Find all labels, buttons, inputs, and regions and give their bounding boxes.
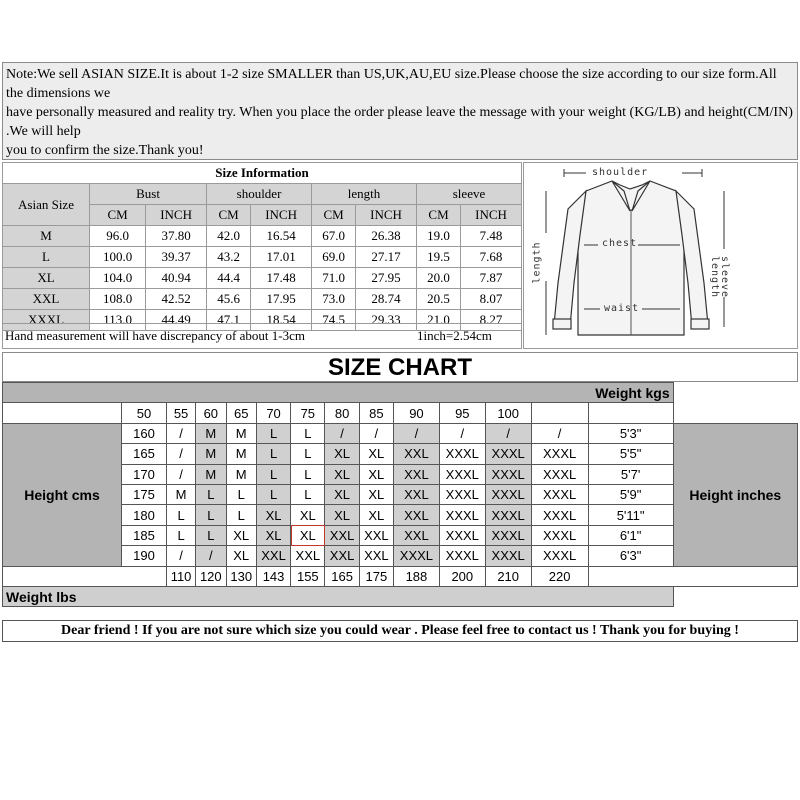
size-cell: M [226,464,256,484]
weight-kg-value: 65 [226,403,256,423]
size-measurement: 74.5 [312,310,356,331]
size-cell: / [167,546,196,566]
weight-lbs-label: Weight lbs [3,586,674,606]
size-info-title: Size Information [3,163,522,184]
size-cell: XL [325,505,359,525]
weight-kg-value: 75 [291,403,325,423]
height-inch-value: 5'7' [588,464,673,484]
size-cell: / [393,423,439,443]
note-line-1: Note:We sell ASIAN SIZE.It is about 1-2 size SMALLER than US,UK,AU,EU size.Please choose the size according to our size form.All the dimensions we [6,67,777,101]
weight-kg-value: 95 [439,403,485,423]
weight-lb-value: 200 [439,566,485,586]
weight-lb-value: 175 [359,566,393,586]
size-measurement: 45.6 [207,289,251,310]
weight-lb-value: 143 [256,566,290,586]
size-measurement: 100.0 [90,247,146,268]
size-cell: / [531,423,588,443]
group-header: shoulder [207,184,312,205]
size-measurement: 44.4 [207,268,251,289]
blank-cell [588,403,673,423]
weight-kg-value: 50 [122,403,167,423]
size-measurement: 20.5 [416,289,460,310]
size-cell: XL [291,525,325,545]
unit-header: CM [312,205,356,226]
size-measurement: 39.37 [146,247,207,268]
sleeve-length-label: sleeve length [709,255,730,299]
size-info-row [3,247,522,268]
group-header: Bust [90,184,207,205]
size-cell: XL [325,464,359,484]
size-cell: L [196,484,226,504]
size-cell: XXXL [439,464,485,484]
size-measurement: 7.87 [461,268,522,289]
size-cell: L [167,525,196,545]
size-cell: L [196,505,226,525]
size-cell: L [256,484,290,504]
size-cell: XL [226,525,256,545]
size-cell: XXL [393,484,439,504]
size-measurement: 27.17 [356,247,417,268]
weight-lb-value: 210 [485,566,531,586]
chest-label: chest [602,238,638,249]
size-measurement: 73.0 [312,289,356,310]
size-cell: / [325,423,359,443]
size-cell: XXXL [439,546,485,566]
group-header: length [312,184,417,205]
note-line-2: have personally measured and reality try. When you place the order please leave the message with your weight (KG/LB) and height(CM/IN) .We will help [6,105,793,139]
size-cell: XXL [393,464,439,484]
size-cell: M [196,423,226,443]
inch-conversion-note: 1inch=2.54cm [417,328,492,343]
size-cell: XL [359,505,393,525]
size-cell: L [226,505,256,525]
size-cell: XL [359,484,393,504]
size-measurement: 47.1 [207,310,251,331]
size-cell: XXXL [531,505,588,525]
size-measurement: 7.48 [461,226,522,247]
unit-header: INCH [251,205,312,226]
size-chart-grid [2,382,798,607]
size-measurement: 71.0 [312,268,356,289]
size-cell: XXXL [485,444,531,464]
shoulder-label: shoulder [592,167,649,178]
weight-lb-value: 130 [226,566,256,586]
size-chart-row [3,423,798,443]
size-cell: L [291,484,325,504]
weight-lb-value: 155 [291,566,325,586]
size-cell: L [167,505,196,525]
group-header: sleeve [416,184,521,205]
size-cell: XXXL [531,484,588,504]
height-cm-value: 180 [122,505,167,525]
size-label: M [3,226,90,247]
height-inch-value: 5'3" [588,423,673,443]
waist-label: waist [604,303,640,314]
unit-header: CM [416,205,460,226]
size-cell: XXXL [531,546,588,566]
height-inches-label: Height inches [673,423,797,566]
size-cell: L [196,525,226,545]
size-measurement: 16.54 [251,226,312,247]
size-measurement: 17.01 [251,247,312,268]
size-cell: XXXL [439,505,485,525]
size-cell: XXXL [485,484,531,504]
size-label: XXXL [3,310,90,331]
size-cell: M [226,423,256,443]
size-cell: XXXL [439,484,485,504]
height-inch-value: 6'3" [588,546,673,566]
size-information-table [2,162,522,331]
weight-kg-value: 85 [359,403,393,423]
weight-lb-value: 120 [196,566,226,586]
size-measurement: 67.0 [312,226,356,247]
size-cell: L [291,464,325,484]
weight-kg-value: 80 [325,403,359,423]
size-measurement: 18.54 [251,310,312,331]
blank-cell [588,566,797,586]
size-measurement: 19.0 [416,226,460,247]
size-cell: XXL [359,525,393,545]
size-cell: L [256,464,290,484]
size-measurement: 69.0 [312,247,356,268]
weight-lb-value: 220 [531,566,588,586]
weight-kg-value: 55 [167,403,196,423]
measurement-note [2,323,522,349]
size-cell: L [291,423,325,443]
size-label: L [3,247,90,268]
size-cell: M [196,444,226,464]
height-inch-value: 5'5" [588,444,673,464]
size-cell: XXXL [439,525,485,545]
size-cell: / [439,423,485,443]
height-inch-value: 5'9" [588,484,673,504]
size-cell: L [256,444,290,464]
size-cell: / [167,464,196,484]
weight-kg-value: 70 [256,403,290,423]
size-cell: / [359,423,393,443]
unit-header: INCH [356,205,417,226]
size-measurement: 26.38 [356,226,417,247]
height-cms-label: Height cms [3,423,122,566]
size-measurement: 8.07 [461,289,522,310]
height-inch-value: 6'1" [588,525,673,545]
size-measurement: 44.49 [146,310,207,331]
size-label: XL [3,268,90,289]
size-cell: XXXL [531,444,588,464]
size-cell: M [196,464,226,484]
size-info-row [3,226,522,247]
length-label: length [531,241,543,284]
weight-kg-value: 90 [393,403,439,423]
weight-kgs-label: Weight kgs [3,383,674,403]
unit-header: CM [90,205,146,226]
size-cell: XXL [325,546,359,566]
size-measurement: 42.0 [207,226,251,247]
size-cell: XL [291,505,325,525]
blank-cell [3,566,167,586]
size-measurement: 108.0 [90,289,146,310]
height-cm-value: 175 [122,484,167,504]
size-cell: / [196,546,226,566]
footer-message: Dear friend ! If you are not sure which size you could wear . Please feel free to contact us ! Thank you for buying ! [2,620,798,642]
size-cell: XL [325,444,359,464]
size-measurement: 40.94 [146,268,207,289]
shirt-illustration [524,163,797,348]
size-measurement: 29.33 [356,310,417,331]
size-cell: M [226,444,256,464]
size-cell: XL [359,444,393,464]
unit-header: INCH [461,205,522,226]
size-cell: L [291,444,325,464]
size-cell: XXL [291,546,325,566]
size-measurement: 21.0 [416,310,460,331]
size-cell: XXL [393,525,439,545]
size-info-row [3,268,522,289]
size-cell: / [167,444,196,464]
size-cell: XXXL [439,444,485,464]
size-cell: XXXL [485,464,531,484]
size-measurement: 43.2 [207,247,251,268]
size-cell: XXXL [485,546,531,566]
size-cell: XXL [325,525,359,545]
size-measurement: 17.95 [251,289,312,310]
height-cm-value: 170 [122,464,167,484]
height-cm-value: 185 [122,525,167,545]
size-cell: XXXL [485,525,531,545]
size-cell: XL [256,505,290,525]
size-cell: XXL [393,505,439,525]
size-measurement: 104.0 [90,268,146,289]
size-measurement: 96.0 [90,226,146,247]
height-inch-value: 5'11" [588,505,673,525]
size-measurement: 37.80 [146,226,207,247]
size-cell: XL [325,484,359,504]
blank-cell [3,403,122,423]
weight-lb-value: 165 [325,566,359,586]
size-note [2,62,798,160]
size-measurement: 8.27 [461,310,522,331]
size-measurement: 7.68 [461,247,522,268]
size-cell: XL [359,464,393,484]
size-label: XXL [3,289,90,310]
hand-measure-note: Hand measurement will have discrepancy of about 1-3cm [5,328,305,343]
weight-kg-value: 60 [196,403,226,423]
size-measurement: 20.0 [416,268,460,289]
size-measurement: 19.5 [416,247,460,268]
size-info-row [3,289,522,310]
size-measurement: 17.48 [251,268,312,289]
size-cell: XL [256,525,290,545]
size-cell: XXXL [485,505,531,525]
blank-cell [531,403,588,423]
unit-header: CM [207,205,251,226]
weight-kg-value: 100 [485,403,531,423]
unit-header: INCH [146,205,207,226]
size-cell: XXL [256,546,290,566]
note-line-3: you to confirm the size.Thank you! [6,143,204,158]
height-cm-value: 165 [122,444,167,464]
size-measurement: 27.95 [356,268,417,289]
size-cell: XXXL [531,525,588,545]
size-cell: L [256,423,290,443]
size-cell: XXL [359,546,393,566]
size-cell: XXXL [531,464,588,484]
size-cell: XL [226,546,256,566]
height-cm-value: 190 [122,546,167,566]
weight-lb-value: 110 [167,566,196,586]
size-cell: M [167,484,196,504]
size-cell: XXL [393,444,439,464]
size-measurement: 42.52 [146,289,207,310]
size-chart-title: SIZE CHART [2,352,798,382]
height-cm-value: 160 [122,423,167,443]
shirt-measurement-diagram [523,162,798,349]
size-cell: / [485,423,531,443]
size-measurement: 28.74 [356,289,417,310]
size-measurement: 113.0 [90,310,146,331]
size-cell: L [226,484,256,504]
asian-size-header: Asian Size [3,184,90,226]
weight-lb-value: 188 [393,566,439,586]
size-cell: / [167,423,196,443]
size-cell: XXXL [393,546,439,566]
